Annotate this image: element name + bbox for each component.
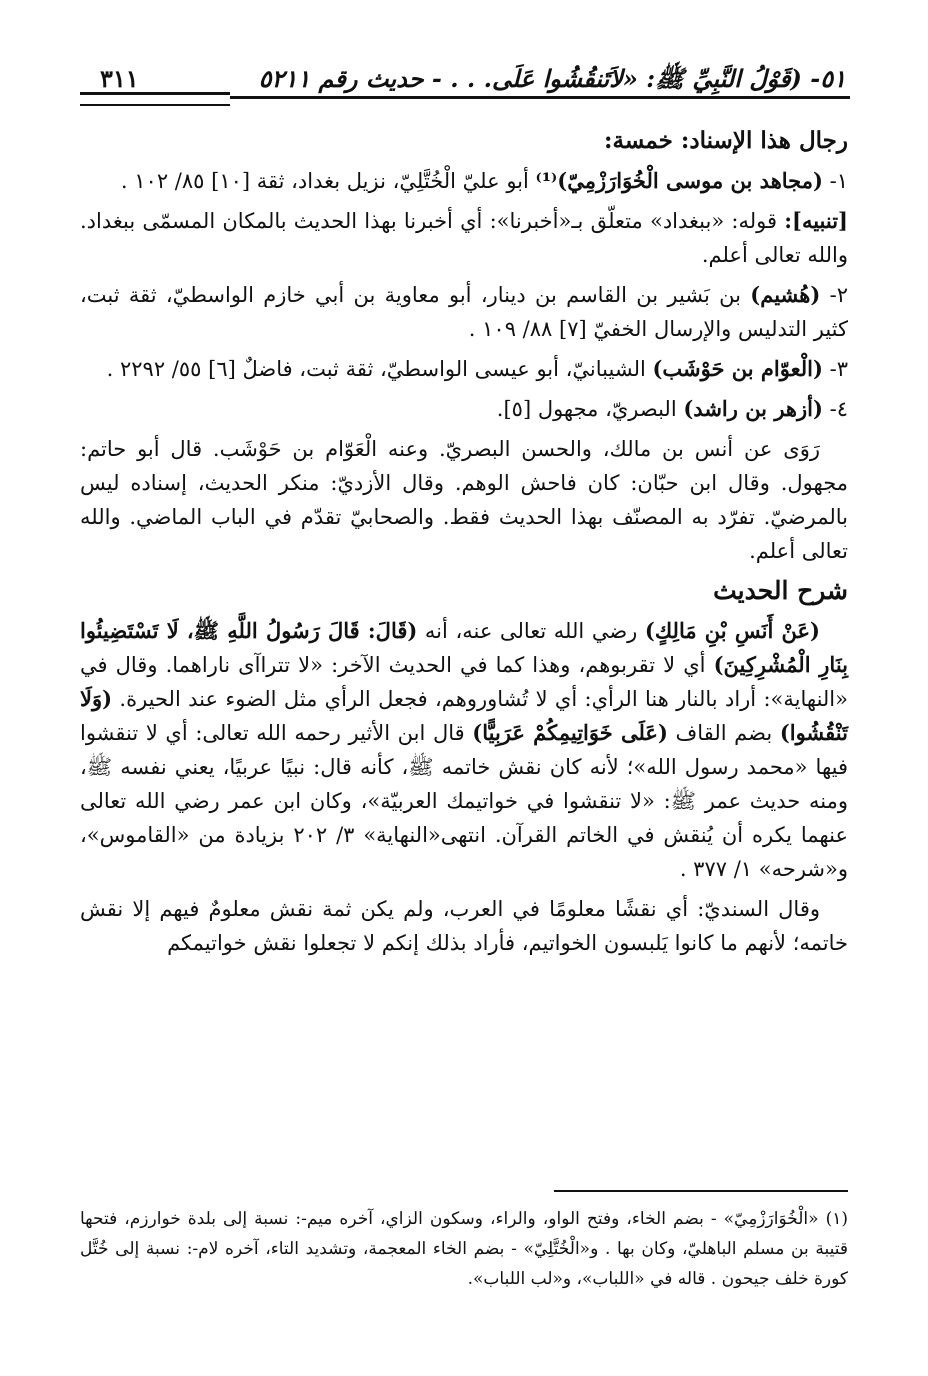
narrator-text: البصريّ، مجهول [٥].: [496, 397, 684, 421]
hadith-quote: (عَنْ أَنَسِ بْنِ مَالِكٍ): [644, 618, 820, 643]
narrator-item: [80, 352, 848, 386]
narrator-name: (هُشيم): [750, 282, 821, 307]
narrator-number: ٢-: [829, 283, 848, 307]
narrator-name: (مجاهد بن موسى الْخُوَارَزْمِيّ)⁽¹⁾: [535, 168, 823, 193]
footnote-separator: [554, 1190, 848, 1192]
narrator-number: ٤-: [829, 397, 848, 421]
narrator-text: الشيبانيّ، أبو عيسى الواسطيّ، ثقة ثبت، فاضلٌ [٦] ٥٥/ ٢٢٩٢ .: [106, 357, 653, 381]
page-number: ٣١١: [100, 63, 139, 93]
footnote: (١) «الْخُوَارَزْمِيّ» - بضم الخاء، وفتح الواو، والراء، وسكون الزاي، آخره ميم-: نسبة إلى بلدة خوارزم، فتحها قتيبة بن مسلم الباهليّ، وكان بها . و«الْخُتَّلِيّ» - بضم الخاء المعجمة، وتشديد التاء، آخره لام-: نسبة إلى خُتَّل كورة خلف جيحون . قاله في «اللباب»، و«لب اللباب».: [80, 1209, 848, 1289]
isnad-note: رَوَى عن أنس بن مالك، والحسن البصريّ. وعنه الْعَوّام بن حَوْشَب. قال أبو حاتم: مجهول. وقال ابن حبّان: كان فاحش الوهم. وقال الأزديّ: منكر الحديث، إسناده ليس بالمرضيّ. تفرّد به المصنّف بهذا الحديث فقط. والصحابيّ تقدّم في الباب الماضي. والله تعالى أعلم.: [80, 437, 848, 563]
tanbih-label: [تنبيه]:: [784, 208, 848, 233]
narrator-number: ٣-: [829, 357, 848, 381]
narrator-item: [80, 278, 848, 346]
narrator-item: [80, 392, 848, 426]
header-title: ٥١- (قَوْلُ النَّبِيِّ ﷺ: «لاَتَنقُشُوا عَلَى. . . - حديث رقم ٥٢١١: [258, 63, 846, 93]
narrator-name: (الْعوّام بن حَوْشَب): [652, 356, 823, 381]
narrator-name: (أزهر بن راشد): [683, 396, 823, 421]
narrator-text: أبو عليّ الْخُتَّلِيّ، نزيل بغداد، ثقة [١٠] ٨٥/ ١٠٢ .: [120, 169, 536, 193]
narrator-text: بن بَشير بن القاسم بن دينار، أبو معاوية بن أبي خازم الواسطيّ، ثقة ثبت، كثير التدليس والإرسال الخفيّ [٧] ٨٨/ ١٠٩ .: [80, 283, 848, 341]
isnad-heading: رجال هذا الإسناد: خمسة:: [604, 127, 848, 154]
sharh-heading: شرح الحديث: [713, 576, 848, 605]
hadith-quote: (وَلَا تَنْقُشُوا): [80, 686, 848, 745]
running-header: [80, 52, 846, 92]
hadith-quote: (عَلَى خَوَاتِيمِكُمْ عَرَبِيًّا): [472, 720, 668, 745]
commentary-text: قال ابن الأثير رحمه الله تعالى: أي لا تنقشوا فيها «محمد رسول الله»؛ لأنه كان نقش خاتمه ﷺ، كأنه قال: نبيًا عربيًا، يعني نفسه ﷺ، ومنه حديث عمر ﷺ: «لا تنقشوا في خواتيمك العربيّة»، وكان ابن عمر رضي الله تعالى عنهما يكره أن يُنقش في الخاتم القرآن. انتهى«النهاية» ٣/ ٢٠٢ بزيادة من «القاموس»، و«شرحه» ١/ ٣٧٧ .: [80, 721, 848, 881]
tanbih-text: قوله: «ببغداد» متعلّق بـ«أخبرنا»: أي أخبرنا بهذا الحديث بالمكان المسمّى ببغداد. والله تعالى أعلم.: [80, 209, 848, 267]
commentary-text: أي لا تقربوهم، وهذا كما في الحديث الآخر: «لا تتراآى ناراهما. وقال في «النهاية»: أراد بالنار هنا الرأي: أي لا تُشاوروهم، فجعل الرأي مثل الضوء عند الحيرة.: [80, 653, 848, 711]
tanbih-note: [80, 204, 848, 272]
commentary-text: رضي الله تعالى عنه، أنه: [417, 619, 645, 643]
header-double-rule: [80, 92, 230, 106]
main-text: [80, 124, 848, 966]
header-rule: [230, 96, 850, 99]
hadith-quote: (قَالَ: قَالَ رَسُولُ اللَّهِ ﷺ، لَا تَسْتَضِيئُوا بِنَارِ الْمُشْرِكِينَ): [80, 618, 849, 677]
narrator-item: [80, 164, 848, 198]
sharh-paragraph: [80, 614, 848, 886]
narrator-number: ١-: [829, 169, 848, 193]
sharh-paragraph: وقال السنديّ: أي نقشًا معلومًا في العرب، ولم يكن ثمة نقش معلومٌ فيهم إلا نقش خاتمه؛ لأنهم ما كانوا يَلبسون الخواتيم، فأراد بذلك إنكم لا تجعلوا نقش خواتيمكم: [80, 897, 848, 955]
commentary-text: بضم القاف: [667, 721, 780, 745]
